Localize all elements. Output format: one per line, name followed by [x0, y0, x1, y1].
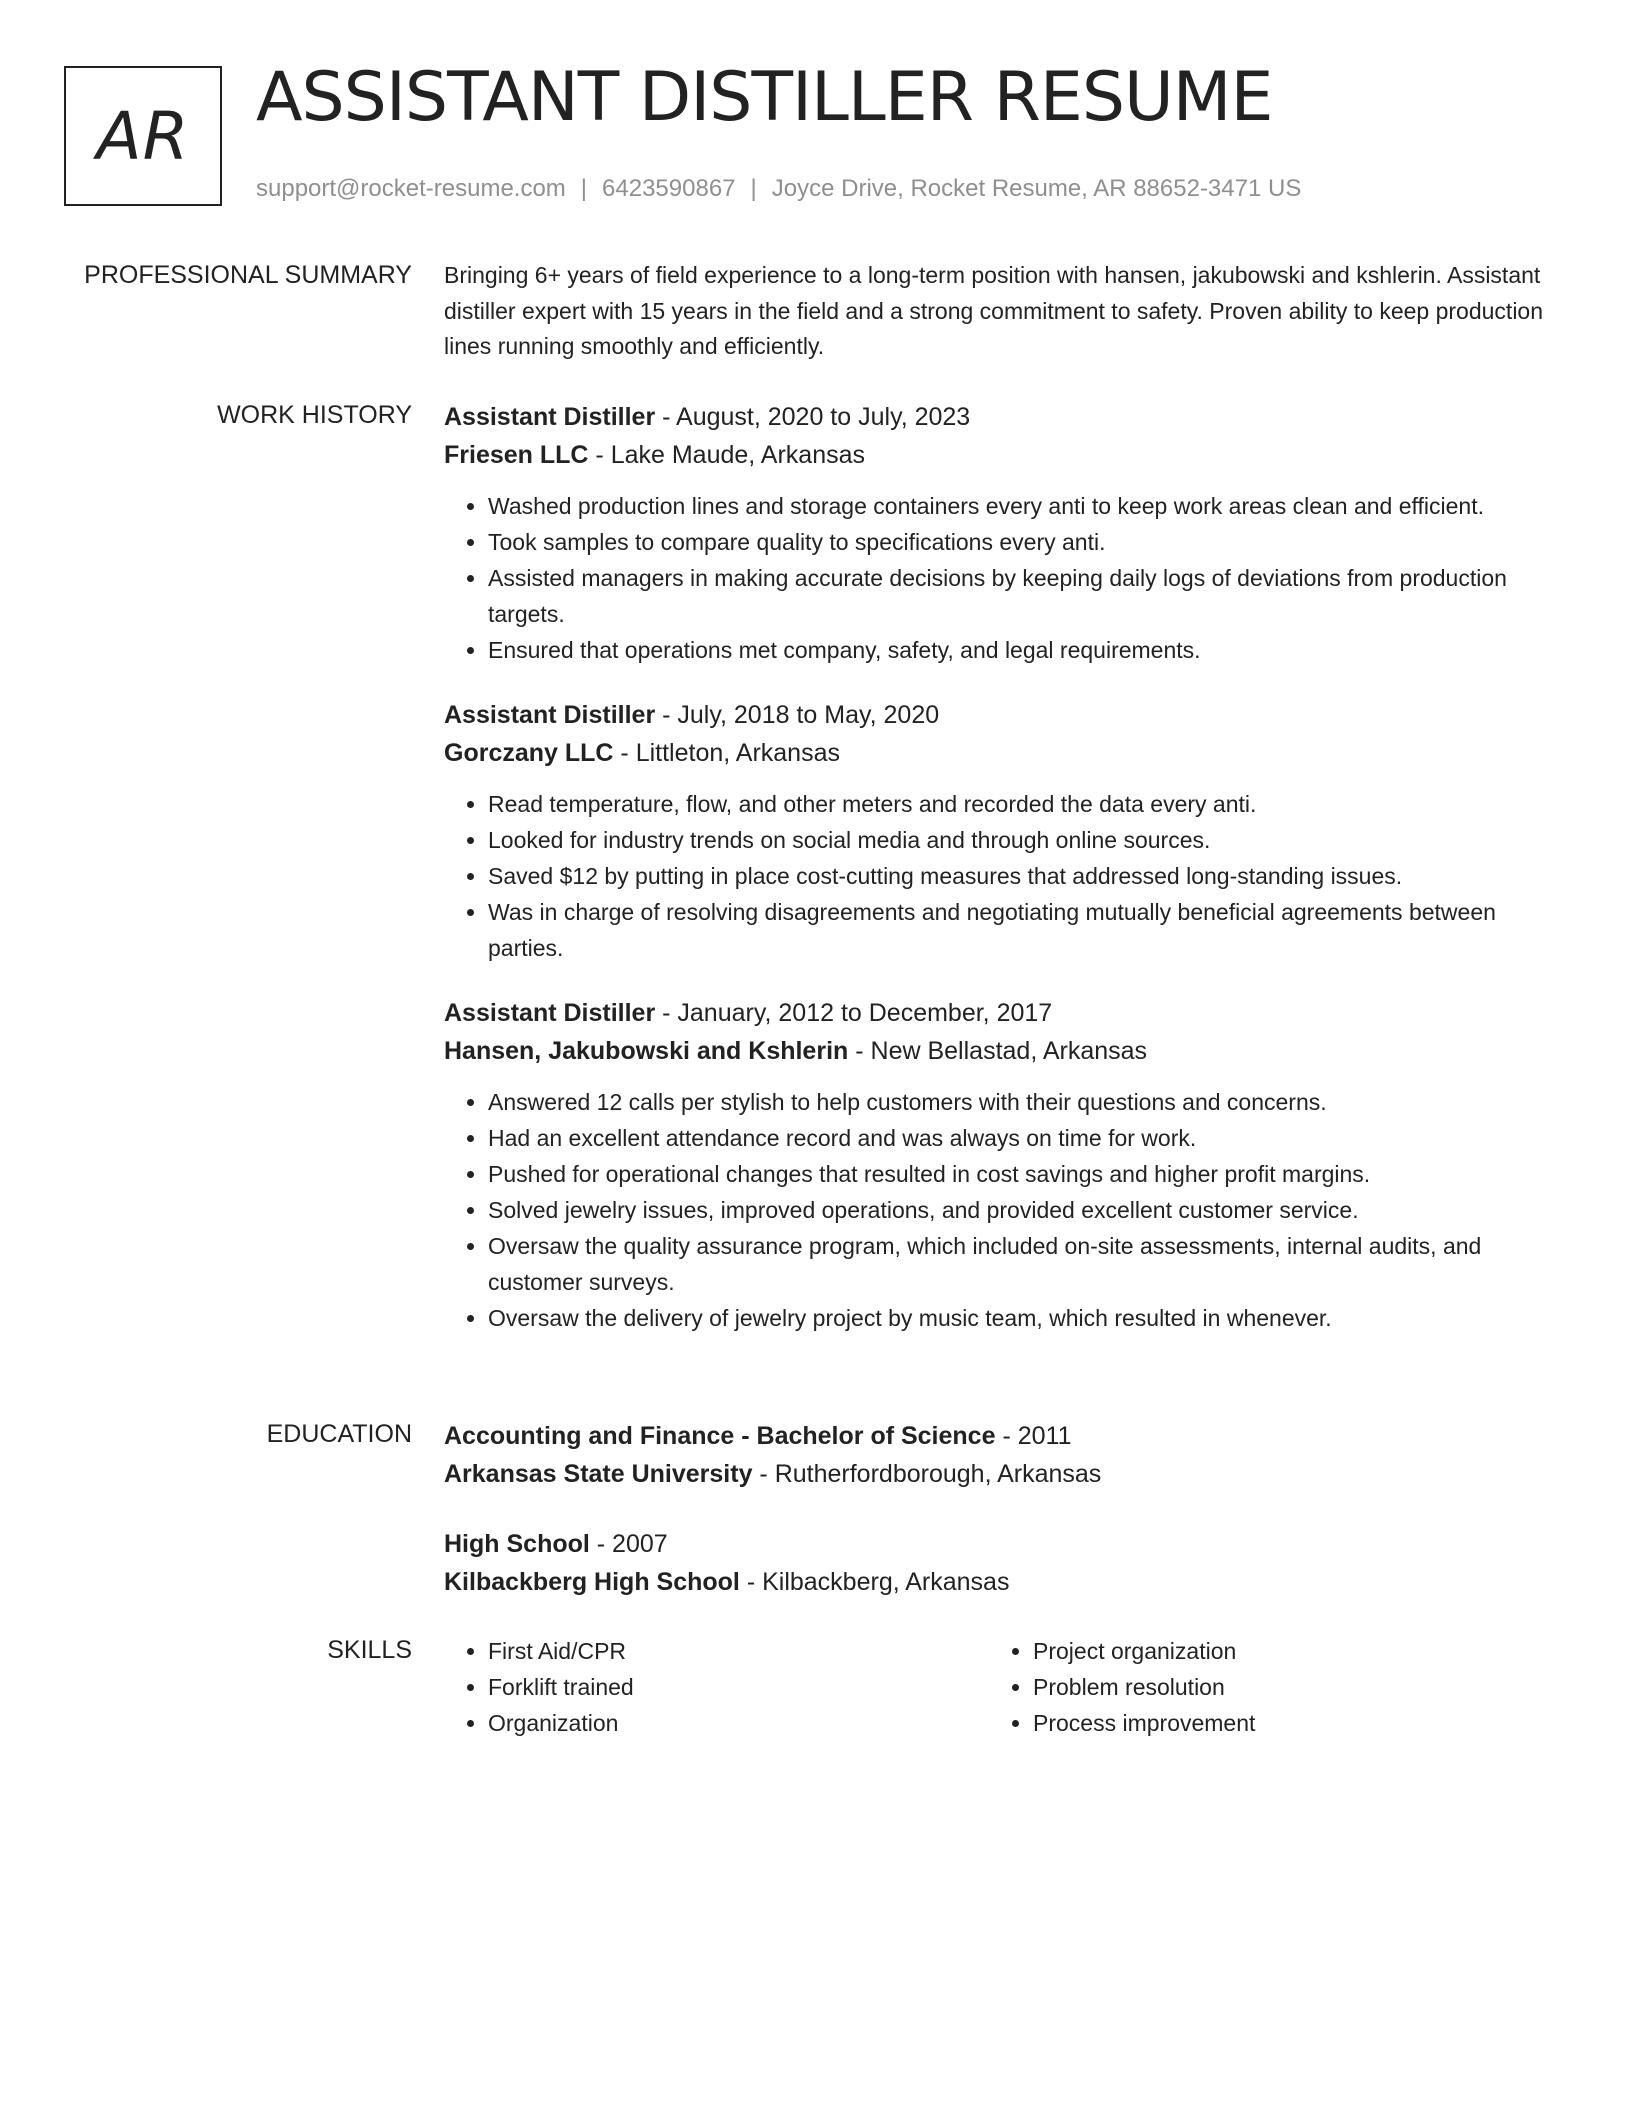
job-dates: - August, 2020 to July, 2023	[655, 403, 971, 431]
job-title: Assistant Distiller	[444, 999, 656, 1027]
skill-item: • Organization	[488, 1705, 989, 1741]
jobs-list	[444, 398, 1564, 1364]
skills-column-left	[444, 1633, 989, 1741]
skills-heading: SKILLS	[327, 1636, 412, 1664]
resume-title: ASSISTANT DISTILLER RESUME	[256, 58, 1273, 137]
job-entry	[444, 696, 1564, 966]
contact-address: Joyce Drive, Rocket Resume, AR 88652-3471 US	[771, 175, 1302, 202]
skills-column-right	[989, 1633, 1534, 1741]
job-bullets	[444, 488, 1564, 668]
school-name: Arkansas State University	[444, 1460, 753, 1488]
graduation-year: - 2007	[589, 1530, 668, 1558]
skill-item: • Process improvement	[1033, 1705, 1534, 1741]
job-title: Assistant Distiller	[444, 403, 656, 431]
job-company: Friesen LLC	[444, 441, 589, 469]
job-company: Gorczany LLC	[444, 739, 614, 767]
skill-item: • Project organization	[1033, 1633, 1534, 1669]
contact-separator: |	[750, 175, 757, 202]
job-bullets	[444, 786, 1564, 966]
job-bullet: • Washed production lines and storage containers every anti to keep work areas clean and efficient.	[488, 488, 1564, 524]
job-bullet: • Looked for industry trends on social media and through online sources.	[488, 822, 1564, 858]
summary-heading: PROFESSIONAL SUMMARY	[84, 261, 412, 289]
job-title-line	[444, 398, 1564, 436]
education-entry	[444, 1417, 1564, 1493]
job-company-line	[444, 734, 1564, 772]
monogram-badge: AR	[64, 66, 222, 206]
job-bullet: • Ensured that operations met company, safety, and legal requirements.	[488, 632, 1564, 668]
skill-item: • Forklift trained	[488, 1669, 989, 1705]
school-name: Kilbackberg High School	[444, 1568, 740, 1596]
school-location: - Kilbackberg, Arkansas	[739, 1568, 1010, 1596]
job-bullets	[444, 1084, 1564, 1336]
job-bullet: • Solved jewelry issues, improved operations, and provided excellent customer service.	[488, 1192, 1564, 1228]
education-entry	[444, 1525, 1564, 1601]
skills-body	[444, 1633, 1564, 1741]
job-company-line	[444, 1032, 1564, 1070]
skill-item: • First Aid/CPR	[488, 1633, 989, 1669]
summary-text: Bringing 6+ years of field experience to a long-term position with hansen, jakubowski and kshlerin. Assistant distiller expert with 15 years in the field and a strong commitment to safety. Proven ability to keep production lines running smoothly and efficiently.	[444, 262, 1544, 359]
job-bullet: • Read temperature, flow, and other meters and recorded the data every anti.	[488, 786, 1564, 822]
job-bullet: • Assisted managers in making accurate decisions by keeping daily logs of deviations from production targets.	[488, 560, 1564, 632]
graduation-year: - 2011	[995, 1422, 1072, 1450]
degree-line	[444, 1525, 1564, 1563]
job-entry	[444, 398, 1564, 668]
job-bullet: • Oversaw the delivery of jewelry project by music team, which resulted in whenever.	[488, 1300, 1564, 1336]
job-bullet: • Was in charge of resolving disagreements and negotiating mutually beneficial agreements between parties.	[488, 894, 1564, 966]
job-entry	[444, 994, 1564, 1336]
degree: High School	[444, 1530, 590, 1558]
skill-item: • Problem resolution	[1033, 1669, 1534, 1705]
job-title-line	[444, 994, 1564, 1032]
contact-phone: 6423590867	[602, 175, 736, 202]
contact-separator: |	[580, 175, 588, 202]
job-company: Hansen, Jakubowski and Kshlerin	[444, 1037, 849, 1065]
job-location: - New Bellastad, Arkansas	[848, 1037, 1148, 1065]
degree-line	[444, 1417, 1564, 1455]
job-bullet: • Pushed for operational changes that resulted in cost savings and higher profit margins.	[488, 1156, 1564, 1192]
job-bullet: • Took samples to compare quality to specifications every anti.	[488, 524, 1564, 560]
job-dates: - January, 2012 to December, 2017	[655, 999, 1053, 1027]
job-company-line	[444, 436, 1564, 474]
school-location: - Rutherfordborough, Arkansas	[752, 1460, 1102, 1488]
skills-grid	[444, 1633, 1564, 1741]
contact-line	[256, 174, 1301, 204]
job-bullet: • Oversaw the quality assurance program, which included on-site assessments, internal audits, and customer surveys.	[488, 1228, 1564, 1300]
job-bullet: • Answered 12 calls per stylish to help customers with their questions and concerns.	[488, 1084, 1564, 1120]
work-history-heading: WORK HISTORY	[217, 401, 412, 429]
job-bullet: • Saved $12 by putting in place cost-cutting measures that addressed long-standing issues.	[488, 858, 1564, 894]
job-title: Assistant Distiller	[444, 701, 656, 729]
contact-email: support@rocket-resume.com	[256, 175, 566, 202]
education-heading: EDUCATION	[266, 1420, 412, 1448]
job-location: - Littleton, Arkansas	[613, 739, 840, 767]
job-bullet: • Had an excellent attendance record and was always on time for work.	[488, 1120, 1564, 1156]
job-dates: - July, 2018 to May, 2020	[655, 701, 940, 729]
job-location: - Lake Maude, Arkansas	[588, 441, 866, 469]
school-line	[444, 1563, 1564, 1601]
degree: Accounting and Finance - Bachelor of Science	[444, 1422, 996, 1450]
job-title-line	[444, 696, 1564, 734]
education-list	[444, 1417, 1564, 1633]
school-line	[444, 1455, 1564, 1493]
